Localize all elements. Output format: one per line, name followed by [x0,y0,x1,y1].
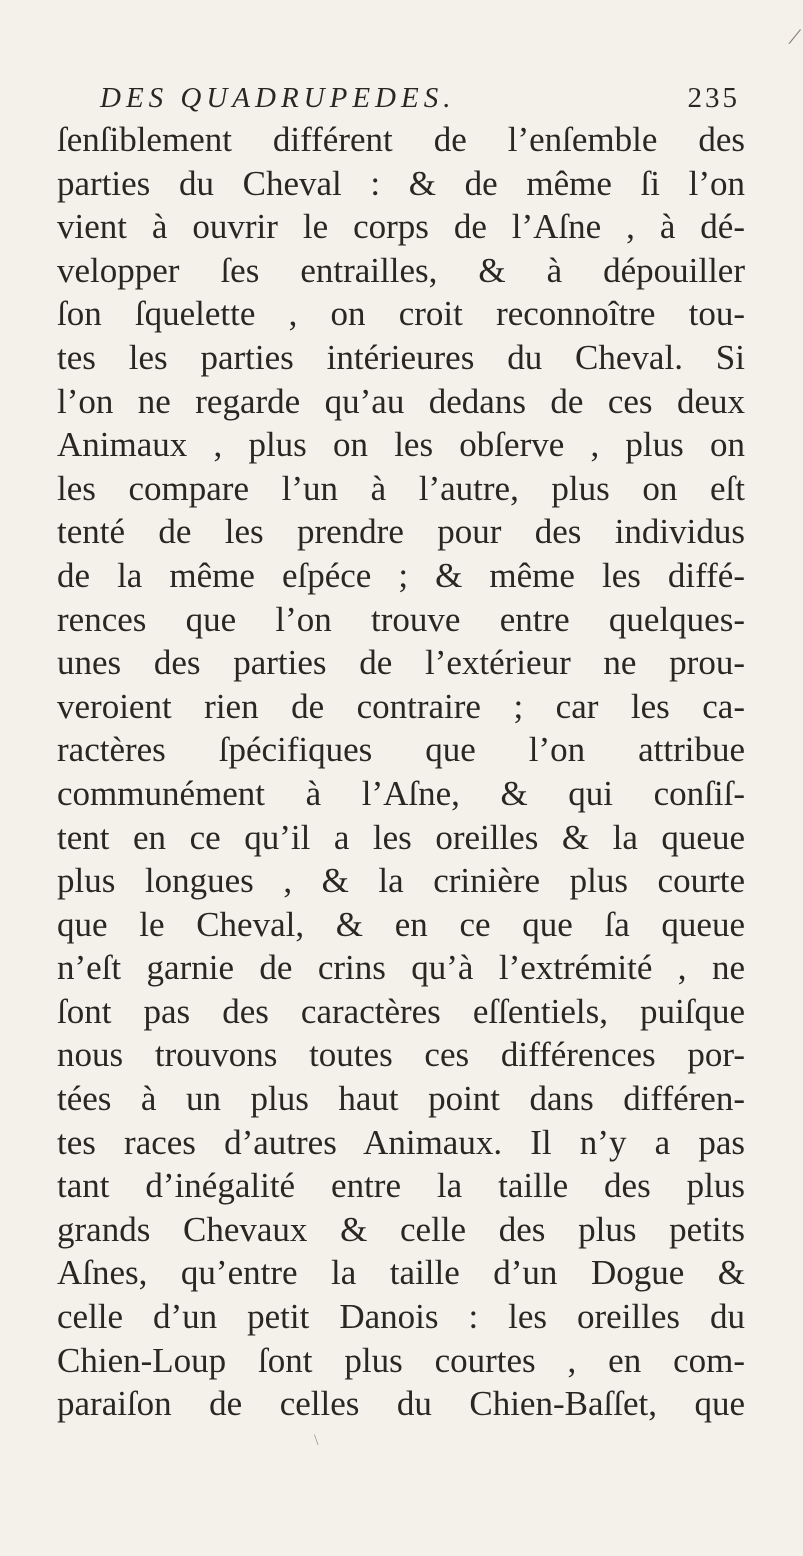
page-number: 235 [687,82,740,114]
text-line: unes des parties de l’extérieur ne prou- [57,643,745,683]
text-line: ractères ſpécifiques que l’on attribue [57,730,745,770]
text-line: paraiſon de celles du Chien-Baſſet, que [57,1384,745,1424]
text-line: velopper ſes entrailles, & à dépouiller [57,250,745,290]
bottom-stray-mark: \ [314,1432,319,1449]
text-line: tes races d’autres Animaux. Il n’y a pas [57,1122,745,1162]
running-title: DES QUADRUPEDES. [100,82,456,114]
text-line: l’on ne regarde qu’au dedans de ces deux [57,381,745,421]
corner-pencil-mark: / [786,21,803,52]
text-line: tes les parties intérieures du Cheval. Si [57,337,745,377]
text-line: Chien-Loup ſont plus courtes , en com- [57,1340,745,1380]
text-line: tant d’inégalité entre la taille des plus [57,1166,745,1206]
text-line: rences que l’on trouve entre quelques- [57,599,745,639]
text-line: que le Cheval, & en ce que ſa queue [57,904,745,944]
text-line: nous trouvons toutes ces différences por- [57,1035,745,1075]
text-line: plus longues , & la crinière plus courte [57,861,745,901]
text-line: ſon ſquelette , on croit reconnoître tou- [57,294,745,334]
text-line: ſenſiblement différent de l’enſemble des [57,120,745,159]
body-text [57,118,745,1426]
text-line: parties du Cheval : & de même ſi l’on [57,163,745,203]
text-line: de la même eſpéce ; & même les diffé- [57,555,745,595]
text-line: tent en ce qu’il a les oreilles & la queue [57,817,745,857]
text-line: veroient rien de contraire ; car les ca- [57,686,745,726]
text-line: tées à un plus haut point dans différen- [57,1079,745,1119]
text-line: n’eſt garnie de crins qu’à l’extrémité , ne [57,948,745,988]
text-line: Animaux , plus on les obſerve , plus on [57,425,745,465]
text-line: grands Chevaux & celle des plus petits [57,1209,745,1249]
text-line: vient à ouvrir le corps de l’Aſne , à dé- [57,207,745,247]
text-line: tenté de les prendre pour des individus [57,512,745,552]
text-line: communément à l’Aſne, & qui conſiſ- [57,773,745,813]
text-line: celle d’un petit Danois : les oreilles du [57,1297,745,1337]
text-line: les compare l’un à l’autre, plus on eſt [57,468,745,508]
running-head [100,78,740,118]
text-line: ſont pas des caractères eſſentiels, puiſque [57,991,745,1031]
text-line: Aſnes, qu’entre la taille d’un Dogue & [57,1253,745,1293]
